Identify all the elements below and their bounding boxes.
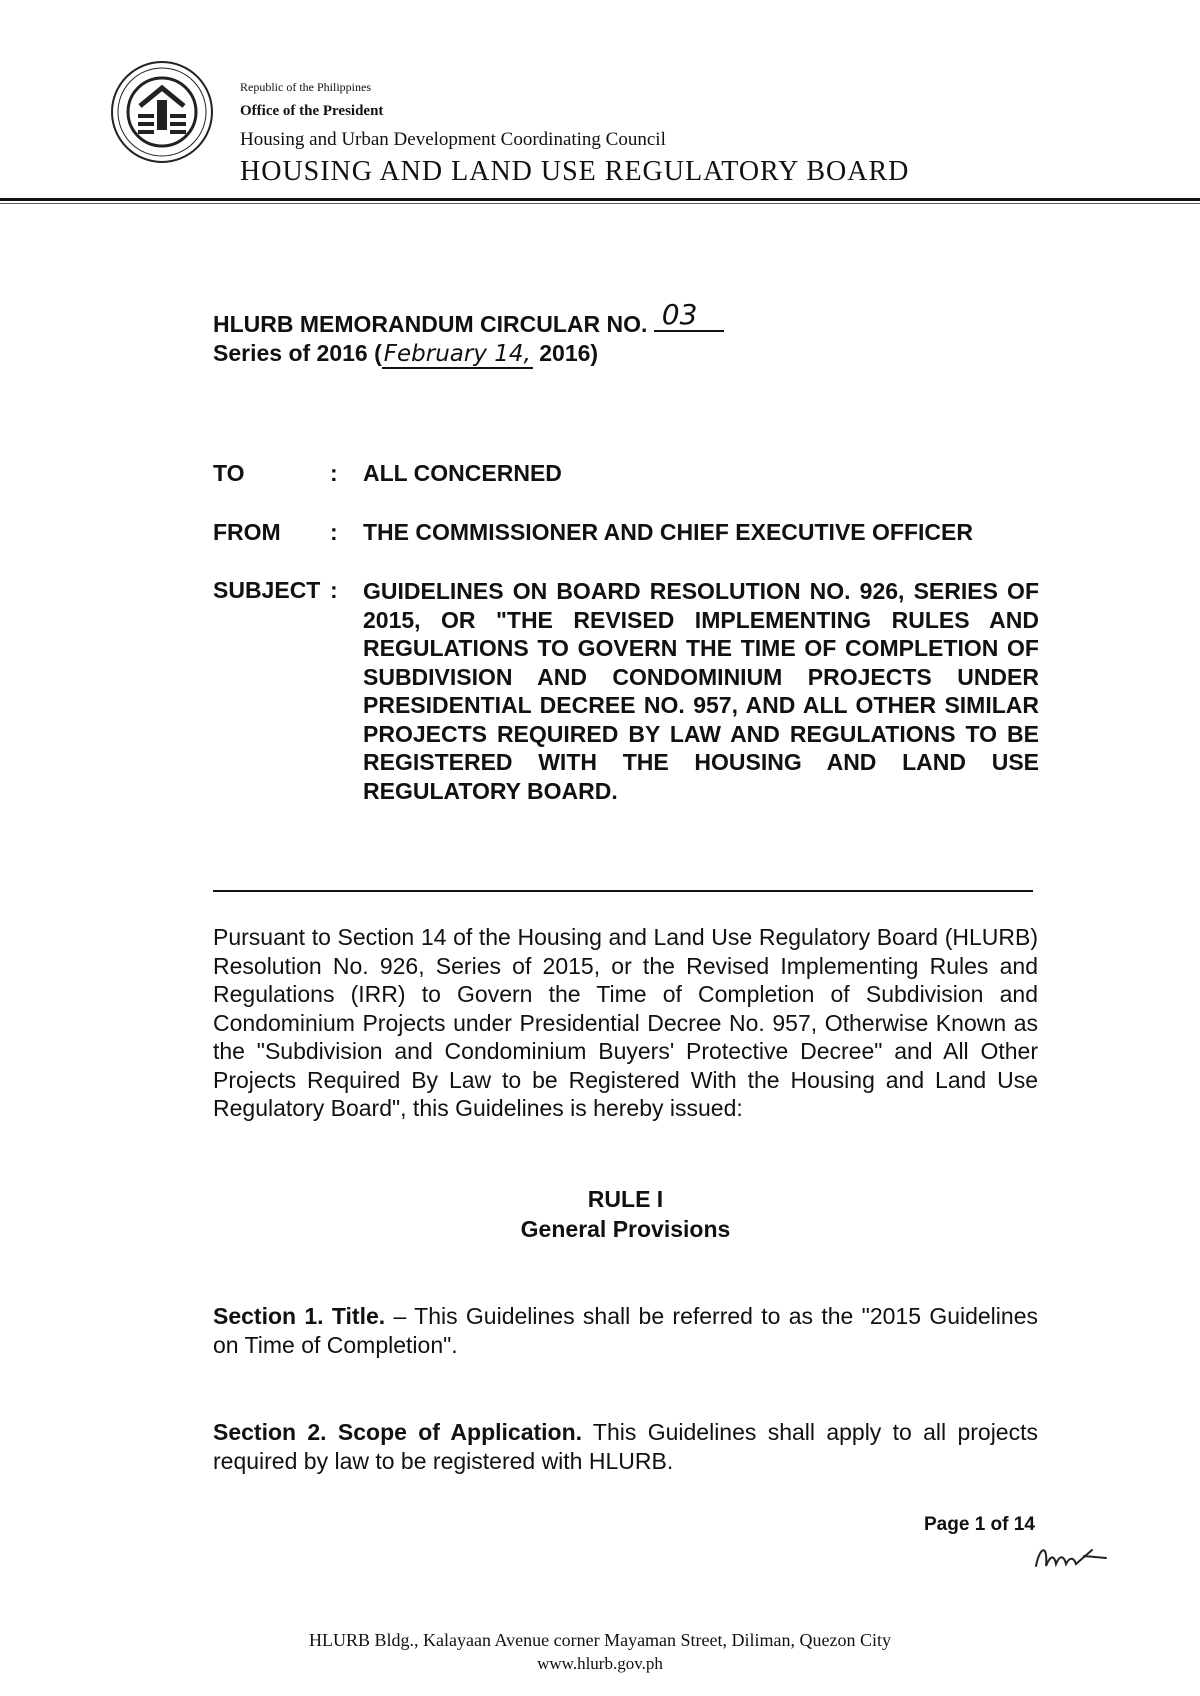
footer-address: HLURB Bldg., Kalayaan Avenue corner Mayaman Street, Diliman, Quezon City (308, 1630, 892, 1650)
circular-number-blank (654, 298, 724, 332)
series-label: Series of 2016 ( (213, 340, 382, 366)
section-1 (213, 1302, 1038, 1360)
circular-label: HLURB MEMORANDUM CIRCULAR NO. (213, 311, 648, 337)
letterhead-republic: Republic of the Philippines (240, 80, 371, 94)
letterhead-divider (0, 198, 1200, 201)
series-line (213, 340, 598, 369)
subject-divider (213, 890, 1033, 892)
from-value: THE COMMISSIONER AND CHIEF EXECUTIVE OFFICER (363, 519, 973, 545)
letterhead-divider-thin (0, 203, 1200, 204)
intro-paragraph: Pursuant to Section 14 of the Housing and Land Use Regulatory Board (HLURB) Resolution No. 926, Series of 2015, or the Revised Implementing Rules and Regulations (IRR) to Govern the Time of Completion of Subdivision and Condominium Projects under Presidential Decree No. 957, Otherwise Known as the "Subdivision and Condominium Buyers' Protective Decree" and All Other Projects Required By Law to be Registered With the Housing and Land Use Regulatory Board", this Guidelines is hereby issued: (213, 924, 1038, 1121)
letterhead-council: Housing and Urban Development Coordinating Council (240, 129, 666, 150)
section-1-heading: Section 1. Title. (213, 1303, 386, 1329)
hlurb-seal-icon (110, 60, 214, 164)
to-value: ALL CONCERNED (363, 460, 562, 486)
circular-number-handwritten: 03 (661, 298, 698, 331)
section-1-text: – This Guidelines shall be referred to as the "2015 Guidelines on Time of Completion". (213, 1303, 1038, 1358)
section-2-text: This Guidelines shall apply to all projects required by law to be registered with HLURB. (213, 1419, 1038, 1474)
series-year: 2016) (532, 340, 599, 366)
letterhead-agency: HOUSING AND LAND USE REGULATORY BOARD (240, 156, 910, 187)
letterhead-office: Office of the President (240, 103, 384, 119)
section-2-heading: Section 2. Scope of Application. (213, 1419, 583, 1445)
rule-subtitle: General Provisions (520, 1216, 731, 1242)
section-2 (213, 1418, 1038, 1476)
page-number: Page 1 of 14 (924, 1514, 1035, 1535)
from-colon: : (330, 519, 338, 545)
to-colon: : (330, 460, 338, 486)
subject-value: GUIDELINES ON BOARD RESOLUTION NO. 926, SERIES OF 2015, OR "THE REVISED IMPLEMENTING RULES AND REGULATIONS TO GOVERN THE TIME OF COMPLETION OF SUBDIVISION AND CONDOMINIUM PROJECTS UNDER PRESIDENTIAL DECREE NO. 957, AND ALL OTHER SIMILAR PROJECTS REQUIRED BY LAW AND REGULATIONS TO BE REGISTERED WITH THE HOUSING AND LAND USE REGULATORY BOARD. (363, 578, 1039, 804)
rule-title: RULE I (587, 1186, 664, 1212)
to-label: TO (213, 460, 245, 486)
footer-website: www.hlurb.gov.ph (537, 1654, 663, 1673)
circular-number-line (213, 298, 724, 338)
handwritten-initials-icon (1032, 1536, 1112, 1576)
subject-label: SUBJECT (213, 577, 321, 603)
subject-colon: : (330, 577, 338, 603)
from-label: FROM (213, 519, 281, 545)
series-date-handwritten: February 14, (383, 341, 531, 367)
